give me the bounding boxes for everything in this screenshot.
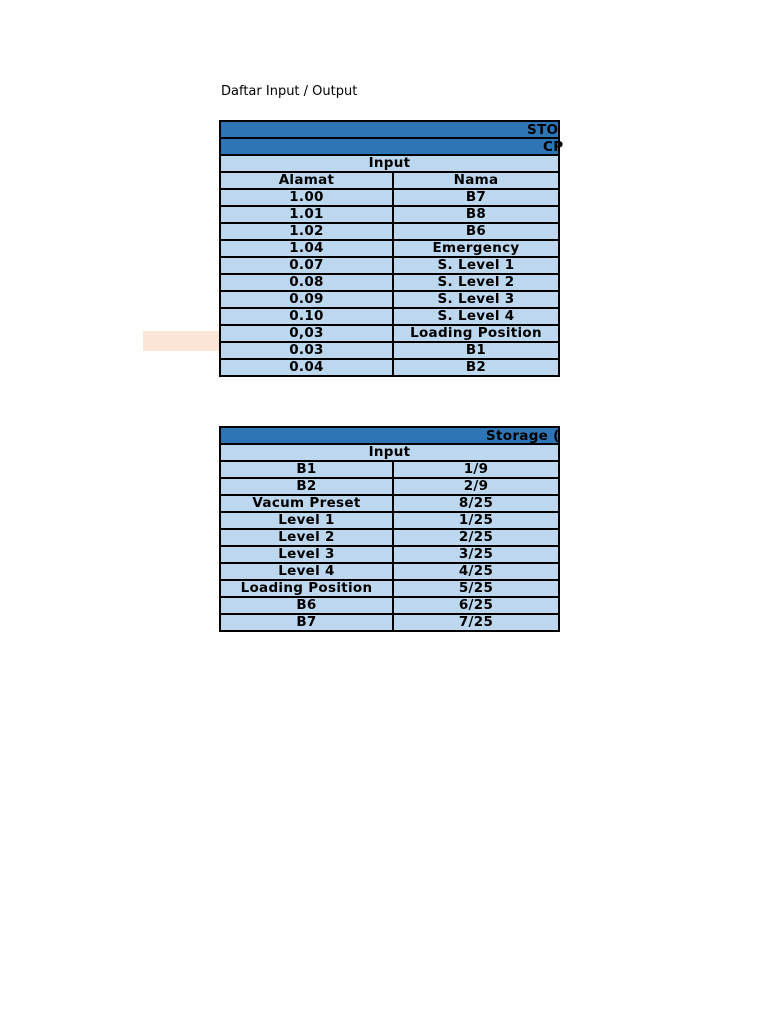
storage-input-table (219, 426, 560, 632)
table-cell-right[interactable]: S. Level 4 (393, 308, 559, 325)
section-label-input[interactable]: Input (220, 155, 559, 172)
table-cell-right[interactable]: B2 (393, 359, 559, 376)
table-cell-left[interactable]: B1 (220, 461, 393, 478)
table-row (220, 274, 559, 291)
table-row (220, 580, 559, 597)
table-cell-right[interactable]: B1 (393, 342, 559, 359)
table-row (220, 206, 559, 223)
table-cell-left[interactable]: B6 (220, 597, 393, 614)
table-cell-left[interactable]: B2 (220, 478, 393, 495)
highlighted-cell[interactable] (143, 331, 220, 351)
column-header-nama[interactable]: Nama (393, 172, 559, 189)
table-row (220, 325, 559, 342)
table-cell-left[interactable]: 0.10 (220, 308, 393, 325)
table-row (220, 563, 559, 580)
table-cell-right[interactable]: B6 (393, 223, 559, 240)
table-row (220, 223, 559, 240)
table-cell-left[interactable]: Level 4 (220, 563, 393, 580)
io-address-table (219, 120, 564, 377)
section-row (220, 155, 559, 172)
table-row (220, 614, 559, 631)
table-cell-right[interactable]: 8/25 (393, 495, 559, 512)
table-row (220, 597, 559, 614)
table-row (220, 495, 559, 512)
table-cell-right[interactable]: 3/25 (393, 546, 559, 563)
column-header-alamat[interactable]: Alamat (220, 172, 393, 189)
table-row (220, 308, 559, 325)
table-row (220, 240, 559, 257)
table-cell-left[interactable]: Loading Position (220, 580, 393, 597)
table-row (220, 359, 559, 376)
table-cell-left[interactable]: 1.00 (220, 189, 393, 206)
table-cell-right[interactable]: S. Level 3 (393, 291, 559, 308)
table-cell-left[interactable]: Level 1 (220, 512, 393, 529)
table-cell-right[interactable]: 4/25 (393, 563, 559, 580)
table-cell-right[interactable]: S. Level 1 (393, 257, 559, 274)
table-cell-right[interactable]: Emergency (393, 240, 559, 257)
table-cell-left[interactable]: 0.03 (220, 342, 393, 359)
table-row (220, 529, 559, 546)
table-cell-right[interactable]: 5/25 (393, 580, 559, 597)
table-cell-left[interactable]: 1.02 (220, 223, 393, 240)
section-label-input[interactable]: Input (220, 444, 559, 461)
table-row (220, 546, 559, 563)
table-cell-right[interactable]: S. Level 2 (393, 274, 559, 291)
table-row (220, 461, 559, 478)
table-banner-row (220, 121, 559, 138)
table-banner-storage[interactable]: STO (220, 121, 559, 138)
table-cell-left[interactable]: 0.07 (220, 257, 393, 274)
page-title: Daftar Input / Output (221, 84, 358, 99)
table-row (220, 342, 559, 359)
table-cell-left[interactable]: Level 3 (220, 546, 393, 563)
table-cell-left[interactable]: 1.01 (220, 206, 393, 223)
table-cell-left[interactable]: Level 2 (220, 529, 393, 546)
table-cell-left[interactable]: Vacum Preset (220, 495, 393, 512)
table-cell-right[interactable]: 2/25 (393, 529, 559, 546)
table-cell-right[interactable]: 7/25 (393, 614, 559, 631)
table-cell-left[interactable]: B7 (220, 614, 393, 631)
table-cell-right[interactable]: 2/9 (393, 478, 559, 495)
table-cell-right[interactable]: B8 (393, 206, 559, 223)
table-row (220, 189, 559, 206)
table-banner-row (220, 427, 559, 444)
table-row (220, 291, 559, 308)
table-cell-left[interactable]: 0,03 (220, 325, 393, 342)
table-row (220, 512, 559, 529)
table-cell-left[interactable]: 1.04 (220, 240, 393, 257)
table-cell-right[interactable]: B7 (393, 189, 559, 206)
table-banner-storage[interactable]: Storage ( (220, 427, 559, 444)
table-row (220, 257, 559, 274)
table-cell-right[interactable]: 1/9 (393, 461, 559, 478)
table-cell-left[interactable]: 0.08 (220, 274, 393, 291)
table-cell-right[interactable]: Loading Position (393, 325, 559, 342)
table-cell-left[interactable]: 0.04 (220, 359, 393, 376)
section-row (220, 444, 559, 461)
table-row (220, 478, 559, 495)
table-cell-right[interactable]: 6/25 (393, 597, 559, 614)
table-banner-row (220, 138, 559, 155)
table-cell-left[interactable]: 0.09 (220, 291, 393, 308)
table-cell-right[interactable]: 1/25 (393, 512, 559, 529)
header-row (220, 172, 559, 189)
table-banner-cp[interactable]: CP (220, 138, 559, 155)
